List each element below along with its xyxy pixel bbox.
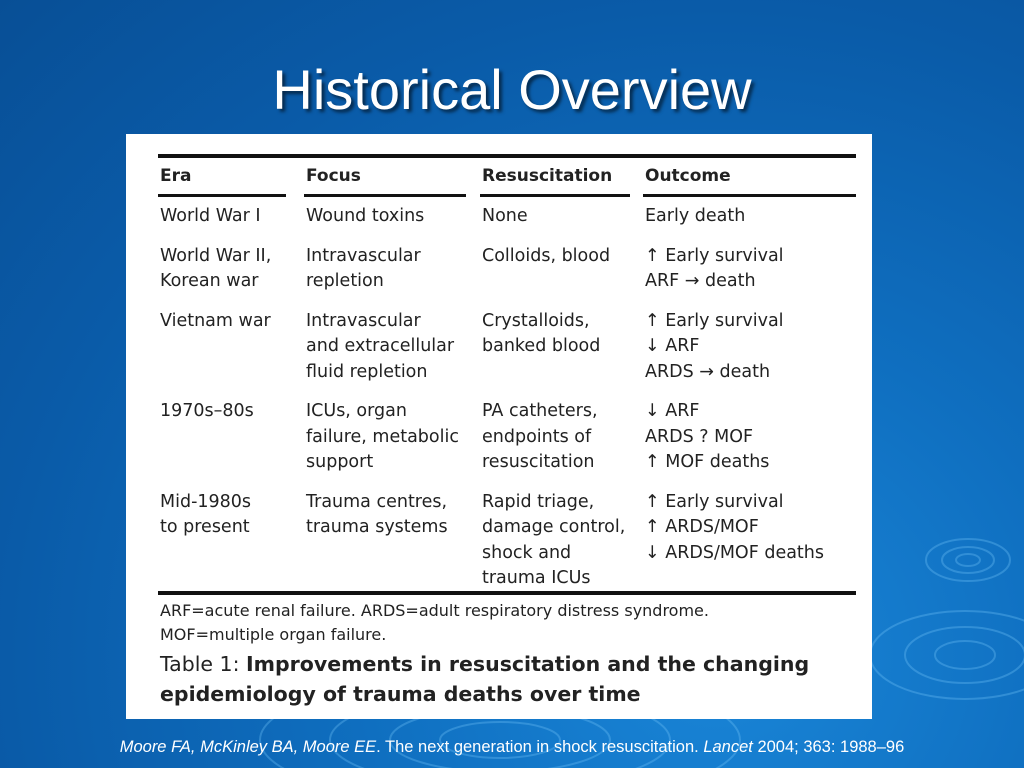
citation-authors: Moore FA, McKinley BA, Moore EE <box>119 738 377 756</box>
cell-line: PA catheters, <box>482 401 598 421</box>
cell-line: damage control, <box>482 517 626 537</box>
cell-line: ARDS → death <box>645 361 771 382</box>
overview-table <box>158 154 856 706</box>
cell-line: Early death <box>645 206 746 226</box>
table-header-row <box>158 158 856 194</box>
cell-line: Vietnam war <box>160 310 271 331</box>
cell-line: endpoints of <box>482 426 592 447</box>
table-row <box>158 490 856 592</box>
cell-focus <box>306 244 421 295</box>
footnote-line: MOF=multiple organ failure. <box>160 624 387 644</box>
cell-line: ↑ Early survival <box>645 491 784 512</box>
cell-line: ↓ ARF <box>645 336 700 356</box>
table-bottom-rule <box>158 591 856 595</box>
citation <box>0 738 1024 757</box>
cell-line: Colloids, blood <box>482 245 611 266</box>
cell-focus <box>306 399 459 476</box>
cell-era <box>160 399 254 425</box>
cell-line: Wound toxins <box>306 206 425 226</box>
citation-title: . The next generation in shock resuscitation. <box>376 738 704 756</box>
cell-focus <box>306 490 448 541</box>
header-underline <box>158 194 286 197</box>
cell-line: to present <box>160 517 250 537</box>
cell-line: failure, metabolic <box>306 426 459 447</box>
header-outcome: Outcome <box>645 166 731 186</box>
cell-line: shock and <box>482 542 572 563</box>
header-underline <box>304 194 466 197</box>
cell-line: ↑ Early survival <box>645 310 784 331</box>
cell-line: ICUs, organ <box>306 401 407 421</box>
cell-line: Korean war <box>160 271 259 291</box>
caption-text: Improvements in resuscitation and the changing epidemiology of trauma deaths over time <box>160 651 810 706</box>
table-footnote <box>160 599 709 647</box>
cell-line: Intravascular <box>306 310 421 331</box>
caption-label: Table 1: <box>160 651 246 676</box>
citation-journal: Lancet <box>703 738 753 756</box>
header-underline <box>643 194 856 197</box>
cell-line: ↑ MOF deaths <box>645 452 770 472</box>
cell-era <box>160 204 261 230</box>
table-body <box>158 204 856 592</box>
table-caption <box>160 649 850 709</box>
cell-line: ↓ ARF <box>645 401 700 421</box>
cell-line: Trauma centres, <box>306 491 448 512</box>
table-row <box>158 244 856 295</box>
cell-resuscitation <box>482 490 625 592</box>
cell-line: Intravascular <box>306 245 421 266</box>
cell-outcome <box>645 244 784 295</box>
cell-line: Rapid triage, <box>482 491 595 512</box>
slide-title: Historical Overview <box>272 58 752 121</box>
cell-line: Crystalloids, <box>482 310 590 331</box>
cell-era <box>160 244 271 295</box>
cell-resuscitation <box>482 244 610 270</box>
cell-line: support <box>306 452 374 472</box>
table-row <box>158 204 856 230</box>
cell-line: World War II, <box>160 245 272 266</box>
cell-outcome <box>645 490 824 567</box>
cell-line: Mid-1980s <box>160 491 252 512</box>
header-resuscitation: Resuscitation <box>482 166 613 186</box>
cell-line: ↑ ARDS/MOF <box>645 517 759 537</box>
cell-line: trauma systems <box>306 517 448 537</box>
cell-outcome <box>645 309 784 386</box>
cell-outcome <box>645 399 769 476</box>
cell-line: banked blood <box>482 336 601 356</box>
header-era: Era <box>160 166 192 186</box>
cell-line: and extracellular <box>306 336 455 356</box>
cell-line: 1970s–80s <box>160 401 254 421</box>
cell-line: ARF → death <box>645 271 756 291</box>
cell-resuscitation <box>482 399 598 476</box>
cell-focus <box>306 309 454 386</box>
header-underline <box>480 194 630 197</box>
citation-details: 2004; 363: 1988–96 <box>752 738 905 756</box>
cell-line: resuscitation <box>482 452 595 472</box>
footnote-line: ARF=acute renal failure. ARDS=adult respiratory distress syndrome. <box>160 600 709 620</box>
cell-line: trauma ICUs <box>482 568 591 588</box>
table-image-panel <box>126 134 872 719</box>
cell-outcome <box>645 204 745 230</box>
cell-focus <box>306 204 424 230</box>
cell-line: repletion <box>306 271 384 291</box>
cell-resuscitation <box>482 309 600 360</box>
cell-era <box>160 490 251 541</box>
cell-line: None <box>482 206 528 226</box>
cell-line: fluid repletion <box>306 361 428 382</box>
cell-line: ↓ ARDS/MOF deaths <box>645 542 825 563</box>
table-row <box>158 309 856 386</box>
header-focus: Focus <box>306 166 361 186</box>
table-row <box>158 399 856 476</box>
cell-era <box>160 309 271 335</box>
cell-line: ARDS ? MOF <box>645 426 754 447</box>
cell-line: World War I <box>160 206 261 226</box>
cell-resuscitation <box>482 204 528 230</box>
cell-line: ↑ Early survival <box>645 245 784 266</box>
